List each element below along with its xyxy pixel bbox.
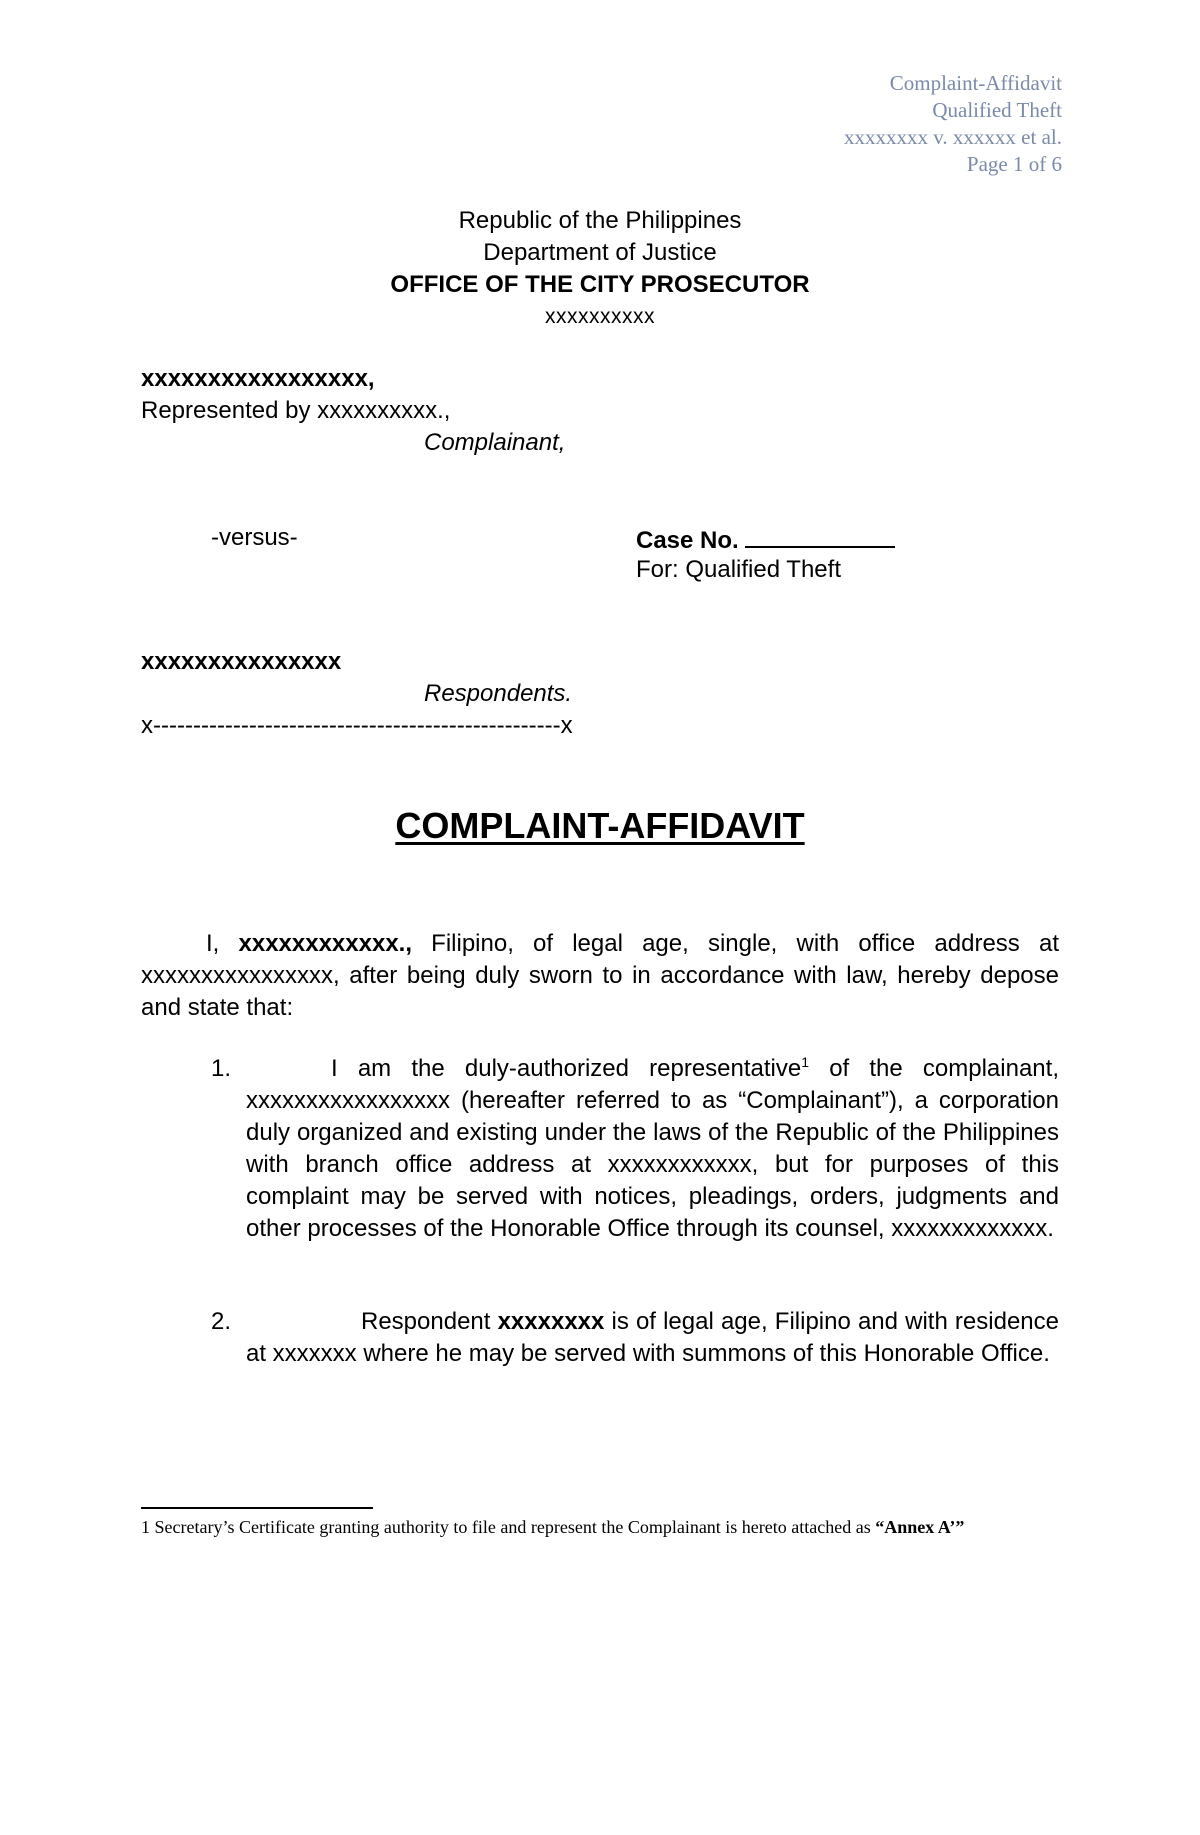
caption-republic: Republic of the Philippines [458,207,742,234]
case-number [636,522,895,557]
running-header-page-number: Page 1 of 6 [966,152,1062,176]
intro-paragraph [141,928,1059,1024]
respondent-label: Respondents. [424,680,573,707]
caption-department: Department of Justice [483,239,717,266]
caption-block [0,205,1200,333]
case-number-label: Case No. [636,527,739,554]
item-2-respondent-name: xxxxxxxx [497,1308,605,1335]
footnote [141,1515,964,1539]
versus-label: -versus- [211,524,298,551]
running-header-parties: xxxxxxxx v. xxxxxx et al. [844,125,1062,149]
running-header-subject: Qualified Theft [932,98,1062,122]
running-header [844,70,1062,178]
intro-pronoun: I, [206,930,239,957]
item-2-lead: Respondent [361,1308,498,1335]
footnote-separator [141,1507,373,1509]
intro-affiant-name: xxxxxxxxxxxx., [238,930,413,957]
footnote-annex: “Annex A’” [875,1517,965,1537]
footnote-number: 1 [141,1517,150,1537]
footnote-text: Secretary’s Certificate granting authority to file and represent the Complainant is hereto attached as [150,1517,876,1537]
running-header-title: Complaint-Affidavit [889,71,1062,95]
item-1-number: 1. [211,1055,232,1082]
case-number-blank [745,522,895,548]
item-1-text: of the complainant, xxxxxxxxxxxxxxxxx (hereafter referred to as “Complainant”), a corporation duly organized and existing under the laws of the Republic of the Philippines with branch office address at xxxxxxxxxxxx, but for purposes of this complaint may be served with notices, pleadings, orders, judgments and other processes of the Honorable Office through its counsel, xxxxxxxxxxxxx. [246,1055,1059,1242]
respondent-name: xxxxxxxxxxxxxxx [141,648,342,675]
item-2-number: 2. [211,1308,232,1335]
document-title: COMPLAINT-AFFIDAVIT [395,805,805,846]
caption-divider: x---------------------------------------------------x [141,712,573,739]
item-1-lead: I am the duly-authorized representative [331,1055,802,1082]
item-2-text: is of legal age, Filipino and with residence at xxxxxxx where he may be served with summons of this Honorable Office. [246,1308,1059,1367]
footnote-reference: 1 [801,1054,810,1070]
caption-office: OFFICE OF THE CITY PROSECUTOR [390,271,810,298]
item-2-paragraph [246,1306,1059,1370]
represented-by: Represented by xxxxxxxxxx., [141,397,451,424]
case-for-label: For: Qualified Theft [636,556,841,583]
caption-city: xxxxxxxxxx [545,305,655,328]
item-1-paragraph [246,1053,1059,1245]
complainant-label: Complainant, [424,429,566,456]
complainant-name: xxxxxxxxxxxxxxxxx, [141,365,375,392]
intro-text: Filipino, of legal age, single, with office address at xxxxxxxxxxxxxxxx, after being duly sworn to in accordance with law, hereby depose and state that: [141,930,1059,1021]
